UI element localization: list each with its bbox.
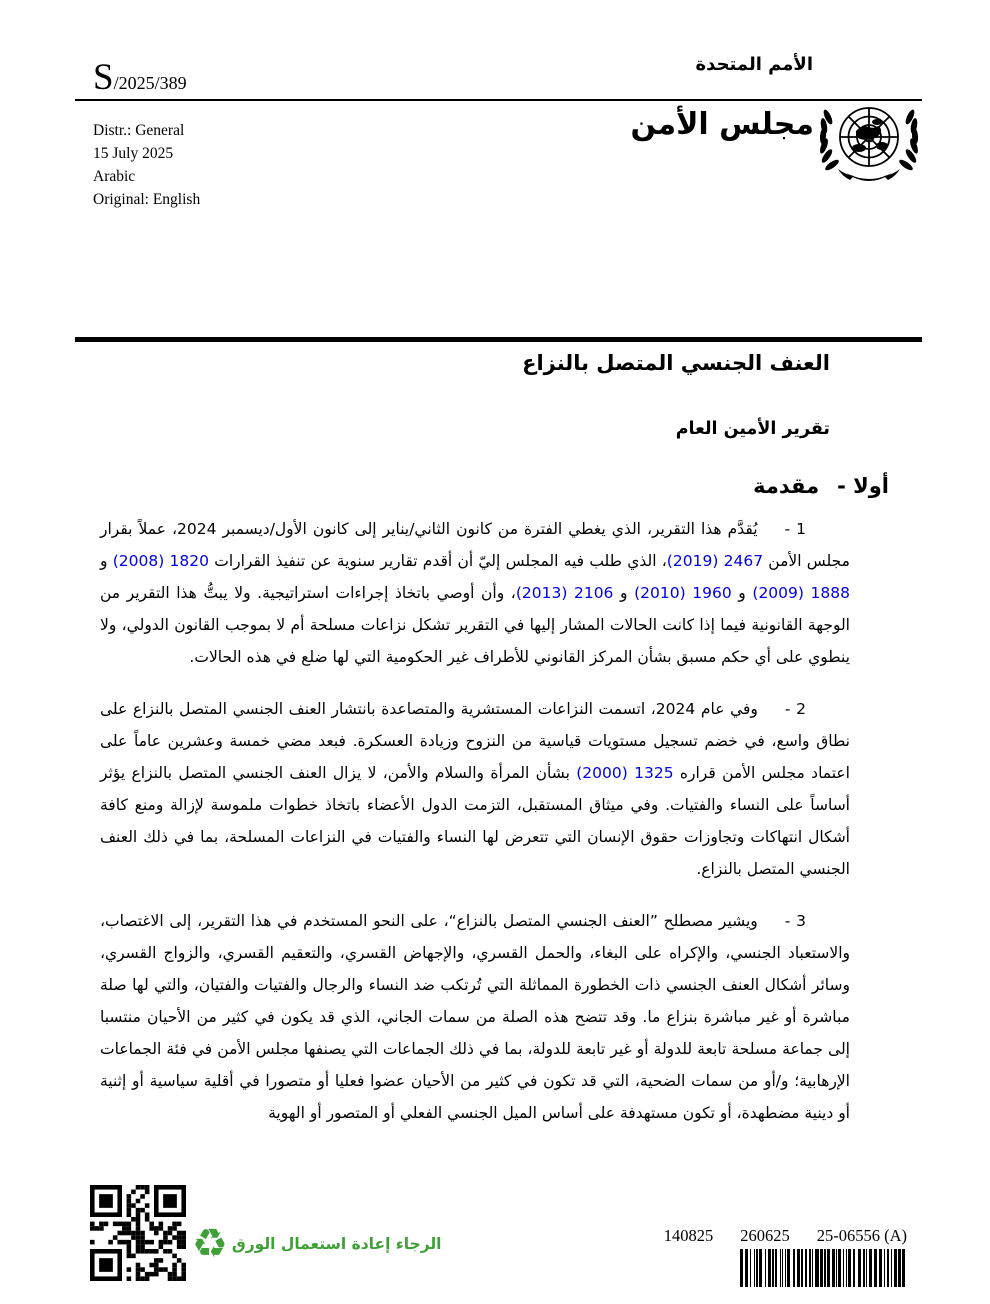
title-rule-thick [75,337,922,342]
resolution-link[interactable]: 1888 (2009) [752,584,850,602]
resolution-link[interactable]: 1325 (2000) [576,764,674,782]
paragraph [100,513,850,673]
print-code-1: 140825 [663,1226,714,1245]
paragraph-text: و [100,552,113,570]
organ-header [631,101,923,189]
document-symbol-letter: S [93,57,114,98]
resolution-link[interactable]: 2467 (2019) [666,552,764,570]
recycle-icon: ♻ [192,1221,228,1267]
section-number: أولا - [837,474,889,498]
un-emblem-icon [816,101,922,189]
report-title: العنف الجنسي المتصل بالنزاع [522,351,830,375]
paragraph-text: و [731,584,753,602]
qr-code [90,1185,186,1281]
report-subtitle: تقرير الأمين العام [675,419,830,439]
distribution-line: Distr.: General [93,122,185,139]
original-language-line: Original: English [93,191,201,208]
document-symbol [93,57,187,98]
recycle-text: الرجاء إعادة استعمال الورق [231,1235,442,1253]
section-title: مقدمة [753,474,820,498]
united-nations-label: الأمم المتحدة [695,54,813,75]
print-run-codes [664,1226,907,1246]
document-symbol-number: /2025/389 [113,73,187,93]
distribution-block [93,119,200,211]
resolution-link[interactable]: 2106 (2013) [515,584,614,602]
recycle-notice [192,1221,442,1267]
date-line: 15 July 2025 [93,145,174,162]
paragraph-number: 2 - [784,700,806,718]
resolution-link[interactable]: 1960 (2010) [634,584,732,602]
paragraph-text: وفي عام 2024، اتسمت النزاعات المستشرية والمتصاعدة بانتشار العنف الجنسي المتصل بالنزاع على نطاق واسع، في خضم تسجيل مستويات قياسية من النزوح وزيادة العسكرة. فبعد مضي خمسة وعشرين عاماً على اعتماد مجلس الأمن قراره [100,700,850,782]
paragraph [100,693,850,885]
barcode [740,1249,910,1287]
section-heading-introduction [753,474,889,498]
security-council-label: مجلس الأمن [630,107,814,142]
print-code-2: 260625 [740,1226,790,1245]
language-line: Arabic [93,168,136,185]
paragraph-text: ، وأن أوصي باتخاذ إجراءات استراتيجية. ولا يبتُّ هذا التقرير من الوجهة القانونية فيما إذا كانت الحالات المشار إليها في التقرير تشكل نزاعات مسلحة أم لا بموجب القانون الدولي، ولا ينطوي على أي حكم مسبق بشأن المركز القانوني للأطراف غير الحكومية التي لها ضلع في هذه الحالات. [100,584,850,666]
resolution-link[interactable]: 1820 (2008) [112,552,209,570]
paragraph-text: بشأن المرأة والسلام والأمن، لا يزال العنف الجنسي المتصل بالنزاع يؤثر أساساً على النساء والفتيات. وفي ميثاق المستقبل، التزمت الدول الأعضاء باتخاذ خطوات ملموسة لإزالة ومنع كافة أشكال انتهاكات وتجاوزات حقوق الإنسان التي تتعرض لها النساء والفتيات في النزاعات المسلحة، بما في ذلك العنف الجنسي المتصل بالنزاع. [100,764,850,878]
paragraph [100,905,850,1129]
paragraph-number: 1 - [784,520,806,538]
paragraph-text: يُقدَّم هذا التقرير، الذي يغطي الفترة من كانون الثاني/يناير إلى كانون الأول/ديسمبر 2024، عملاً بقرار مجلس الأمن [100,520,850,570]
paragraph-number: 3 - [784,912,806,930]
body-paragraphs [100,513,850,1149]
paragraph-text: ويشير مصطلح ”العنف الجنسي المتصل بالنزاع“، على النحو المستخدم في هذا التقرير، إلى الاغتصاب، والاستعباد الجنسي، والإكراه على البغاء، والحمل القسري، والإجهاض القسري، والتعقيم القسري، والزواج القسري، وسائر أشكال العنف الجنسي ذات الخطورة المماثلة التي تُرتكب ضد النساء والرجال والفتيات والفتيان، والتي لها صلة مباشرة أو غير مباشرة بنزاع ما. وقد تتضح هذه الصلة من سمات الجاني، الذي قد يكون في كثير من الأحيان منتسبا إلى جماعة مسلحة تابعة للدولة أو غير تابعة للدولة، بما في ذلك الجماعات التي يصنفها مجلس الأمن في فئة الجماعات الإرهابية؛ و/أو من سمات الضحية، التي قد تكون في كثير من الأحيان عضوا فعليا أو متصورا في أقلية سياسية أو إثنية أو دينية مضطهدة، أو تكون مستهدفة على أساس الميل الجنسي الفعلي أو المتصور أو الهوية [100,912,850,1122]
paragraph-text: ، الذي طلب فيه المجلس إليّ أن أقدم تقارير سنوية عن تنفيذ القرارات [209,552,667,570]
job-number: 25-06556 (A) [816,1226,907,1245]
paragraph-text: و [613,584,635,602]
